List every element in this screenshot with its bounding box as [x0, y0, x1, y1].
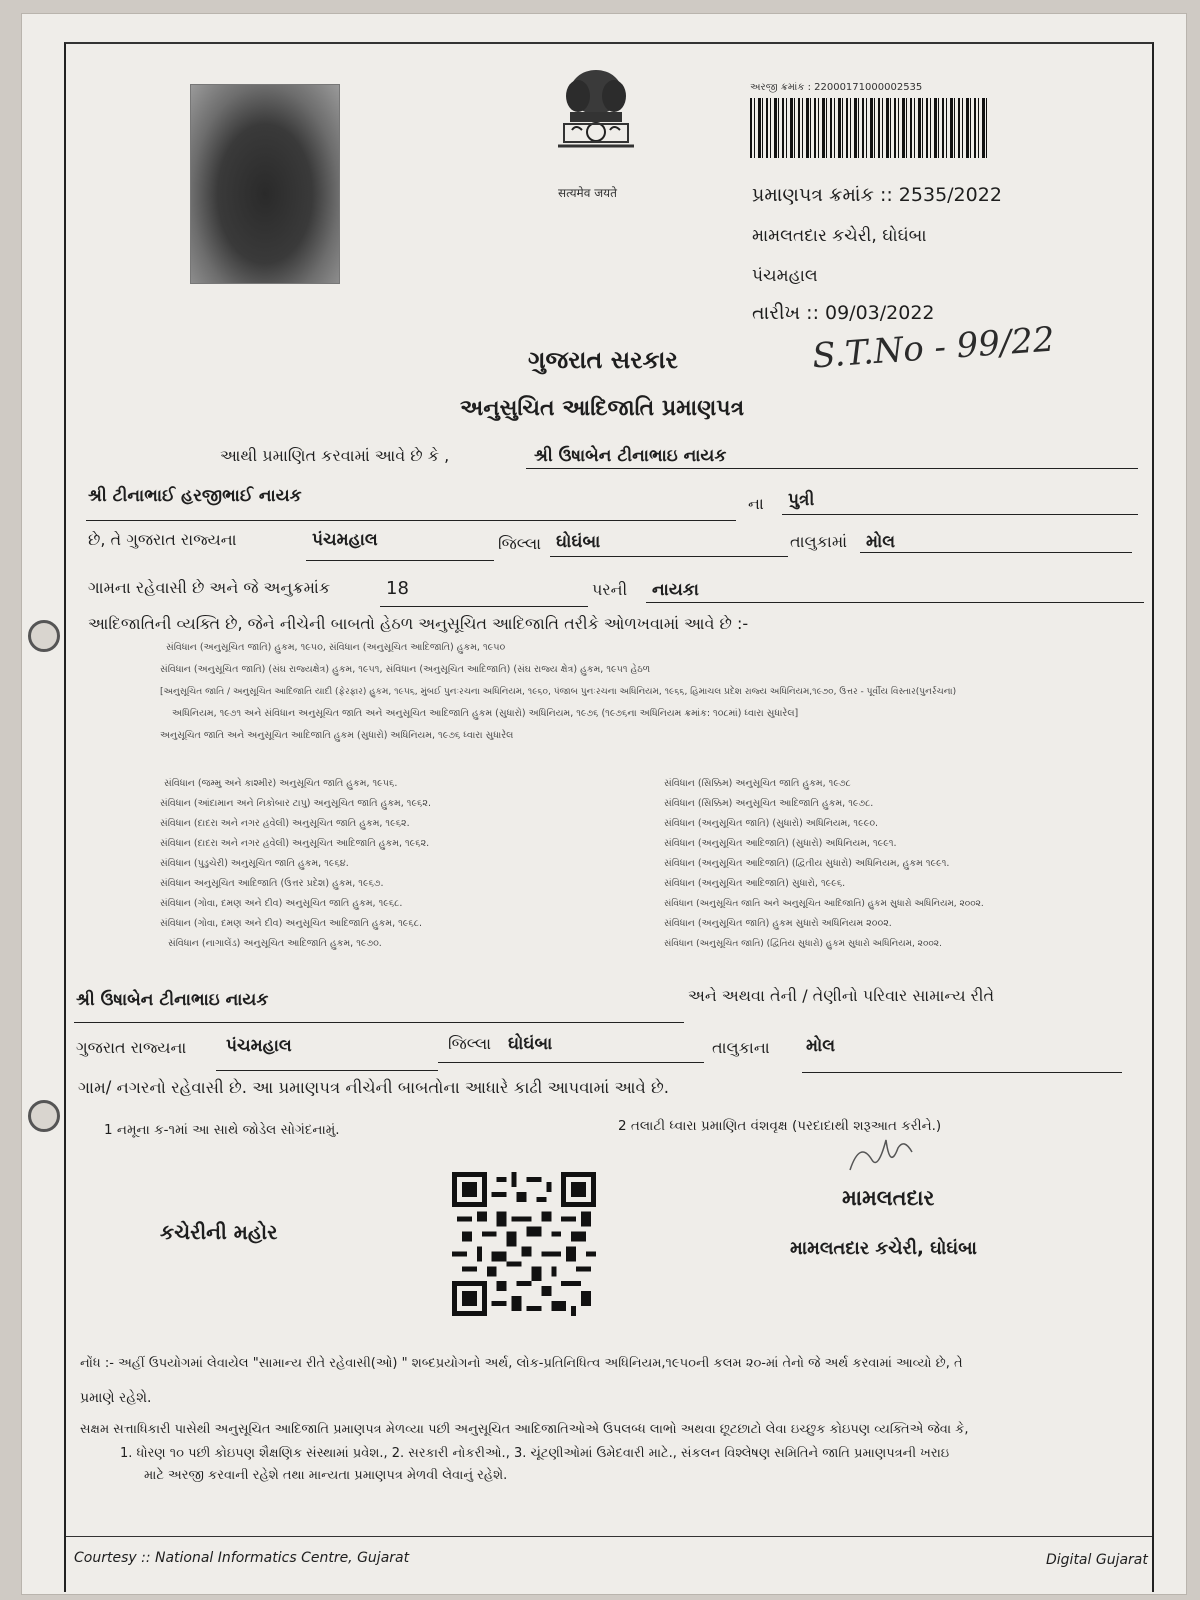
- taluka-value: ઘોઘંબા: [556, 532, 601, 552]
- district-label: જિલ્લા: [498, 534, 542, 553]
- order-left: સંવિધાન (નાગાલેંડ) અનુસૂચિત આદિજાતિ હુકમ, ૧૯૭૦.: [168, 938, 382, 949]
- serial-number: 18: [386, 578, 409, 599]
- handwritten-reference: S.T.No - 99/22: [810, 319, 1056, 377]
- order-left: સંવિધાન અનુસૂચિત આદિજાતિ (ઉત્તર પ્રદેશ) હુકમ, ૧૯૬૭.: [160, 878, 384, 889]
- resident-label: ગામના રહેવાસી છે અને જે અનુક્રમાંક: [88, 578, 331, 597]
- order-line: અનુસૂચિત જાતિ અને અનુસૂચિત આદિજાતિ હુકમ (સુધારો) અધિનિયમ, ૧૯૭૬ ધ્વારા સુધારેલ: [160, 730, 514, 741]
- fill-line: [380, 606, 588, 607]
- residence-state-label: ગુજરાત રાજ્યના: [76, 1038, 187, 1057]
- tribe-name: નાયકા: [652, 580, 699, 600]
- fill-line: [646, 602, 1144, 603]
- issuing-district: પંચમહાલ: [752, 266, 818, 286]
- applicant-photo: [190, 84, 340, 284]
- fill-line: [216, 1070, 438, 1071]
- residence-holder-name: શ્રી ઉષાબેન ટીનાભાઇ નાયક: [76, 990, 269, 1010]
- note-3: 1. ધોરણ ૧૦ પછી કોઇપણ શૈક્ષણિક સંસ્થામાં પ્રવેશ., 2. સરકારી નોકરીઓ., 3. ચૂંટણીઓમાં ઉમેદવારી માટે., સંકલન વિશ્લેષણ સમિતિને જાતિ પ્રમાણપત્રની ખરાઇ: [120, 1446, 950, 1461]
- order-left: સંવિધાન (દાદરા અને નગર હવેલી) અનુસૂચિત જાતિ હુકમ, ૧૯૬૨.: [160, 818, 410, 829]
- order-right: સંવિધાન (અનુસૂચિત જાતિ અને અનુસૂચિત આદિજાતિ) હુકમ સુધારો અધિનિયમ, ૨૦૦૨.: [664, 899, 984, 909]
- fill-line: [802, 1072, 1122, 1073]
- holder-name: શ્રી ઉષાબેન ટીનાભાઇ નાયક: [534, 446, 727, 466]
- residence-taluka-label: તાલુકાના: [712, 1038, 770, 1057]
- note-1: નોંધ :- અહીં ઉપયોગમાં લેવાયેલ "સામાન્ય રીતે રહેવાસી(ઓ) " શબ્દપ્રયોગનો અર્થ, લોક-પ્રતિનિધિત્વ અધિનિયમ,૧૯૫૦ની કલમ ૨૦-માં તેનો જે અર્થ કરવામાં આવ્યો છે, તે: [80, 1356, 963, 1371]
- family-text: અને અથવા તેની / તેણીનો પરિવાર સામાન્ય રીતે: [688, 986, 995, 1005]
- note-1-continued: પ્રમાણે રહેશે.: [80, 1390, 152, 1406]
- order-left: સંવિધાન (આંદામાન અને નિકોબાર ટાપુ) અનુસૂચિત જાતિ હુકમ, ૧૯૬૨.: [160, 798, 431, 809]
- certificate-title: અનુસુચિત આદિજાતિ પ્રમાણપત્ર: [460, 396, 745, 421]
- residence-village-value: મોલ: [806, 1036, 836, 1056]
- application-number: અરજી ક્રમાંક : 22000171000002535: [750, 82, 923, 93]
- residence-taluka-value: ઘોઘંબા: [508, 1034, 553, 1054]
- state-label: છે, તે ગુજરાત રાજ્યના: [88, 530, 237, 549]
- officer-office: મામલતદાર કચેરી, ઘોઘંબા: [790, 1238, 977, 1259]
- order-left: સંવિધાન (ગોવા, દમણ અને દીવ) અનુસૂચિત આદિજાતિ હુકમ, ૧૯૬૮.: [160, 918, 422, 929]
- order-right: સંવિધાન (અનુસૂચિત જાતિ) (સુધારો) અધિનિયમ, ૧૯૯૦.: [664, 818, 879, 829]
- order-left: સંવિધાન (જમ્મુ અને કાશ્મીર) અનુસૂચિત જાતિ હુકમ, ૧૯૫૬.: [164, 778, 398, 789]
- certify-prefix: આથી પ્રમાણિત કરવામાં આવે છે કે ,: [220, 446, 450, 465]
- order-line: [અનુસૂચિત જાતિ / અનુસૂચિત આદિજાતિ યાદી (ફેરફાર) હુકમ, ૧૯૫૬, મુંબઈ પુનઃરચના અધિનિયમ, ૧૯૬૦, પંજાબ પુનઃરચના અધિનિયમ, ૧૯૬૬, હિમાચલ પ્રદેશ રાજ્ય અધિનિયમ,૧૯૭૦, ઉત્તર - પૂર્વીય વિસ્તાર(પુનર્રચના): [160, 687, 957, 697]
- barcode-icon: [750, 98, 990, 158]
- footer-divider: [66, 1536, 1152, 1537]
- fill-line: [526, 468, 1138, 469]
- order-right: સંવિધાન (અનુસૂચિત જાતિ) (દ્વિતિય સુધારો) હુકમ સુધારો અધિનિયમ, ૨૦૦૨.: [664, 939, 942, 949]
- fill-line: [74, 1022, 684, 1023]
- fill-line: [860, 552, 1132, 553]
- order-right: સંવિધાન (અનુસૂચિત આદિજાતિ) સુધારો, ૧૯૯૬.: [664, 878, 846, 889]
- order-right: સંવિધાન (સિક્કિમ) અનુસૂચિત આદિજાતિ હુકમ, ૧૯૭૮.: [664, 798, 874, 809]
- fill-line: [86, 520, 736, 521]
- note-2: સક્ષમ સત્તાધિકારી પાસેથી અનુસૂચિત આદિજાતિ પ્રમાણપત્ર મેળવ્યા પછી અનુસૂચિત આદિજાતિઓએ ઉપલબ્ધ લાભો અથવા છૂટછાટો લેવા ઇચ્છુક કોઇપણ વ્યક્તિએ જેવા કે,: [80, 1422, 969, 1437]
- fill-line: [550, 556, 788, 557]
- punch-hole: [28, 620, 60, 652]
- officer-title: મામલતદાર: [842, 1186, 935, 1210]
- qr-code-icon: [452, 1172, 596, 1316]
- supporting-document-2: 2 તલાટી ધ્વારા પ્રમાણિત વંશવૃક્ષ (પરદાદાથી શરૂઆત કરીને.): [618, 1118, 942, 1134]
- order-right: સંવિધાન (અનુસૂચિત આદિજાતિ) (દ્વિતીય સુધારો) અધિનિયમ, હુકમ ૧૯૯૧.: [664, 858, 950, 869]
- taluka-label: તાલુકામાં: [790, 532, 848, 551]
- basis-text: ગામ/ નગરનો રહેવાસી છે. આ પ્રમાણપત્ર નીચેની બાબતોના આધારે કાઢી આપવામાં આવે છે.: [78, 1078, 670, 1097]
- of-label: ના: [748, 494, 764, 513]
- order-left: સંવિધાન (ગોવા, દમણ અને દીવ) અનુસૂચિત જાતિ હુકમ, ૧૯૬૮.: [160, 898, 403, 909]
- village-value: મોલ: [866, 532, 896, 552]
- national-emblem-icon: [548, 62, 644, 182]
- recognition-text: આદિજાતિની વ્યક્તિ છે, જેને નીચેની બાબતો હેઠળ અનુસૂચિત આદિજાતિ તરીકે ઓળખવામાં આવે છે :-: [88, 614, 749, 633]
- office-seal-label: કચેરીની મહોર: [160, 1220, 278, 1244]
- relation: પુત્રી: [788, 490, 815, 510]
- order-right: સંવિધાન (સિક્કિમ) અનુસૂચિત જાતિ હુકમ, ૧૯૭૮: [664, 778, 851, 789]
- order-right: સંવિધાન (અનુસૂચિત જાતિ) હુકમ સુધારો અધિનિયમ ૨૦૦૨.: [664, 918, 892, 929]
- father-name: શ્રી ટીનાભાઈ હરજીભાઈ નાયક: [88, 486, 302, 506]
- residence-district-value: પંચમહાલ: [226, 1036, 292, 1056]
- order-left: સંવિધાન (દાદરા અને નગર હવેલી) અનુસૂચિત આદિજાતિ હુકમ, ૧૯૬૨.: [160, 838, 430, 849]
- on-label: પરની: [592, 580, 628, 599]
- residence-district-label: જિલ્લા: [448, 1034, 492, 1053]
- certificate-number: પ્રમાણપત્ર ક્રમાંક :: 2535/2022: [752, 184, 1002, 206]
- district-value: પંચમહાલ: [312, 530, 378, 550]
- note-4: માટે અરજી કરવાની રહેશે તથા માન્યતા પ્રમાણપત્ર મેળવી લેવાનું રહેશે.: [144, 1468, 508, 1483]
- order-left: સંવિધાન (પુડુચેરી) અનુસૂચિત જાતિ હુકમ, ૧૯૬૪.: [160, 858, 349, 869]
- punch-hole: [28, 1100, 60, 1132]
- supporting-document-1: 1 નમૂના ક-૧માં આ સાથે જોડેલ સોગંદનામું.: [104, 1122, 340, 1138]
- order-line: અધિનિયમ, ૧૯૭૧ અને સંવિધાન અનુસૂચિત જાતિ અને અનુસૂચિત આદિજાતિ હુકમ (સુધારો) અધિનિયમ, ૧૯૭૬ (૧૯૭૬ના અધિનિયમ ક્રમાંક: ૧૦૮માં) ધ્વારા સુધારેલ]: [172, 708, 799, 719]
- fill-line: [782, 514, 1138, 515]
- emblem-motto: सत्यमेव जयते: [558, 186, 617, 200]
- order-right: સંવિધાન (અનુસૂચિત આદિજાતિ) (સુધારો) અધિનિયમ, ૧૯૯૧.: [664, 838, 897, 849]
- signature-icon: [840, 1130, 920, 1190]
- government-title: ગુજરાત સરકાર: [528, 346, 678, 374]
- footer-courtesy: Courtesy :: National Informatics Centre, Gujarat: [74, 1550, 410, 1566]
- fill-line: [306, 560, 494, 561]
- footer-brand: Digital Gujarat: [1046, 1552, 1148, 1568]
- issuing-office: મામલતદાર કચેરી, ઘોઘંબા: [752, 226, 927, 246]
- order-line: સંવિધાન (અનુસૂચિત જાતિ) હુકમ, ૧૯૫૦, સંવિધાન (અનુસૂચિત આદિજાતિ) હુકમ, ૧૯૫૦: [166, 642, 506, 653]
- fill-line: [438, 1062, 704, 1063]
- order-line: સંવિધાન (અનુસૂચિત જાતિ) (સંઘ રાજ્યક્ષેત્ર) હુકમ, ૧૯૫૧, સંવિધાન (અનુસૂચિત આદિજાતિ) (સંઘ રાજ્ય ક્ષેત્ર) હુકમ, ૧૯૫૧ હેઠળ: [160, 664, 651, 675]
- issue-date: તારીખ :: 09/03/2022: [752, 302, 935, 324]
